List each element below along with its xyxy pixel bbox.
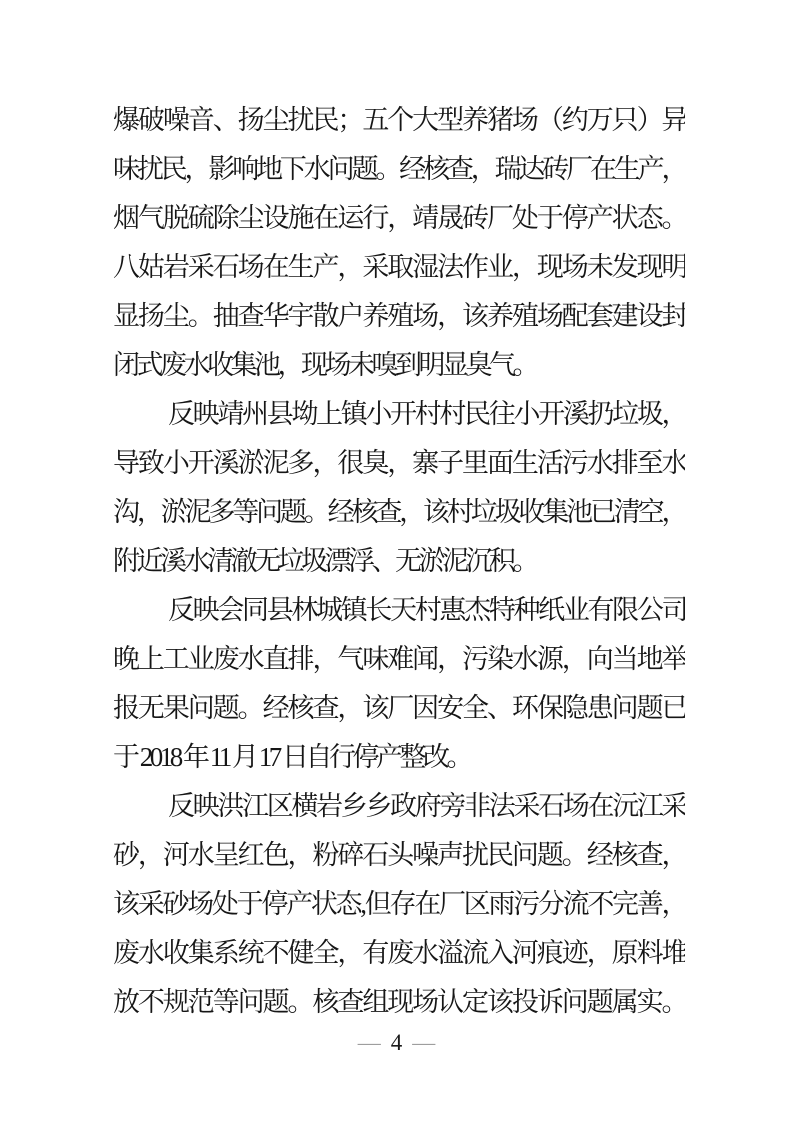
text-line: 砂，河水呈红色，粉碎石头噪声扰民问题。经核查， [113,840,685,870]
page-number-dash-left: — [357,1030,381,1055]
paragraph-2 [113,390,685,586]
text-line: 导致小开溪淤泥多，很臭，寨子里面生活污水排至水 [113,448,685,478]
paragraph-4 [113,782,685,1027]
paragraph-3 [113,586,685,782]
text-line: 闭式废水收集池，现场未嗅到明显臭气。 [113,350,536,380]
page-number: 4 [390,1030,403,1055]
text-line: 晚上工业废水直排，气味难闻，污染水源，向当地举 [113,644,685,674]
text-line: 沟，淤泥多等问题。经核查，该村垃圾收集池已清空， [113,497,685,527]
text-line: 爆破噪音、扬尘扰民；五个大型养猪场（约万只）异 [113,105,685,135]
text-line: 反映洪江区横岩乡乡政府旁非法采石场在沅江采 [168,791,685,821]
page-number-dash-right: — [412,1030,436,1055]
page-footer [0,1026,793,1060]
text-line: 报无果问题。经核查，该厂因安全、环保隐患问题已 [113,693,685,723]
text-line: 反映靖州县坳上镇小开村村民往小开溪扔垃圾， [168,399,685,429]
text-line: 烟气脱硫除尘设施在运行，靖晟砖厂处于停产状态。 [113,203,685,233]
paragraph-1 [113,96,685,390]
text-line: 放不规范等问题。核查组现场认定该投诉问题属实。 [113,987,685,1017]
text-line: 反映会同县林城镇长天村惠杰特种纸业有限公司 [168,595,685,625]
text-line: 显扬尘。抽查华宇散户养殖场，该养殖场配套建设封 [113,301,685,331]
text-line: 八姑岩采石场在生产，采取湿法作业，现场未发现明 [113,252,685,282]
text-line: 废水收集系统不健全，有废水溢流入河痕迹，原料堆 [113,938,685,968]
text-line: 味扰民，影响地下水问题。经核查，瑞达砖厂在生产， [113,154,685,184]
document-body [113,96,685,1027]
text-line: 于 2018 年 11 月 17 日自行停产整改。 [113,742,470,772]
text-line: 附近溪水清澈无垃圾漂浮、无淤泥沉积。 [113,546,536,576]
text-line: 该采砂场处于停产状态,但存在厂区雨污分流不完善， [113,889,685,919]
